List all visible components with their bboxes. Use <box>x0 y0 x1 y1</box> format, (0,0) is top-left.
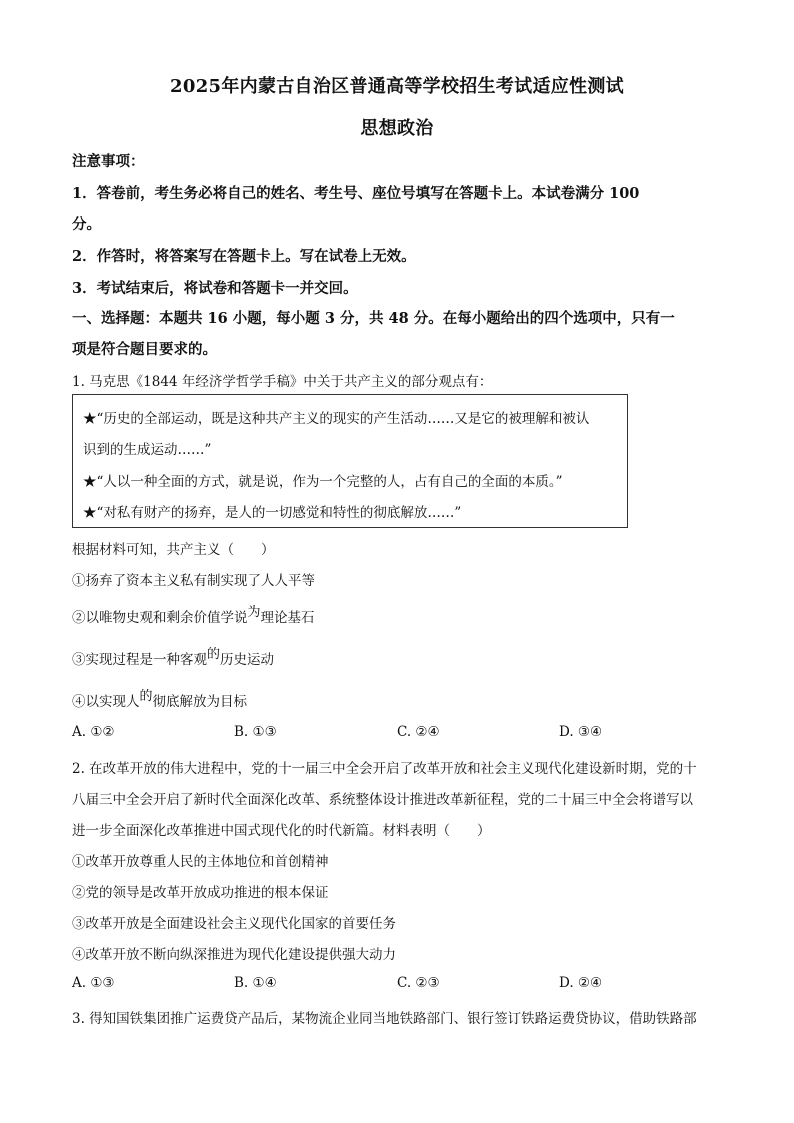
exam-title: 2025年内蒙古自治区普通高等学校招生考试适应性测试 <box>170 76 624 97</box>
notice-item-1: 1．答卷前，考生务必将自己的姓名、考生号、座位号填写在答题卡上。本试卷满分 100 <box>72 185 640 202</box>
q2-statement-2: ②党的领导是改革开放成功推进的根本保证 <box>72 885 329 901</box>
q1-quote-3: ★“对私有财产的扬弃，是人的一切感觉和特性的彻底解放……” <box>83 505 462 521</box>
q2-statement-3: ③改革开放是全面建设社会主义现代化国家的首要任务 <box>72 916 396 932</box>
q1-option-c[interactable]: C. ②④ <box>397 724 440 740</box>
q2-option-a[interactable]: A. ①③ <box>72 975 115 991</box>
notice-item-1-cont: 分。 <box>72 216 101 233</box>
q2-option-d[interactable]: D. ②④ <box>559 975 603 991</box>
q1-quote-2: ★“人以一种全面的方式，就是说，作为一个完整的人，占有自己的全面的本质。” <box>83 474 563 490</box>
subject-title: 思想政治 <box>360 118 434 139</box>
q1-option-b[interactable]: B. ①③ <box>234 724 277 740</box>
q1-option-a[interactable]: A. ①② <box>72 724 115 740</box>
q1-statement-4: ④以实现人的彻底解放为目标 <box>72 689 248 710</box>
section-1-heading: 一、选择题：本题共 16 小题，每小题 3 分，共 48 分。在每小题给出的四个选项中，只有一 <box>72 310 675 327</box>
q1-material-box <box>72 394 628 528</box>
q2-statement-4: ④改革开放不断向纵深推进为现代化建设提供强大动力 <box>72 947 396 963</box>
q2-stem-cont-2: 进一步全面深化改革推进中国式现代化的时代新篇。材料表明（ ） <box>72 823 491 839</box>
q1-quote-1-cont: 识到的生成运动……” <box>83 442 212 458</box>
q1-statement-3: ③实现过程是一种客观的历史运动 <box>72 647 275 668</box>
section-1-heading-cont: 项是符合题目要求的。 <box>72 341 217 358</box>
q1-statement-1: ①扬弃了资本主义私有制实现了人人平等 <box>72 573 315 589</box>
notice-heading: 注意事项： <box>72 153 145 170</box>
q1-statement-2: ②以唯物史观和剩余价值学说为理论基石 <box>72 605 315 626</box>
q2-stem-cont-1: 八届三中全会开启了新时代全面深化改革、系统整体设计推进改革新征程，党的二十届三中全会将谱写以 <box>72 792 693 808</box>
q3-stem: 3. 得知国铁集团推广运费贷产品后，某物流企业同当地铁路部门、银行签订铁路运费贷协议，借助铁路部 <box>72 1011 697 1027</box>
notice-item-3: 3．考试结束后，将试卷和答题卡一并交回。 <box>72 280 358 297</box>
q1-quote-1: ★“历史的全部运动，既是这种共产主义的现实的产生活动……又是它的被理解和被认 <box>83 411 590 427</box>
q2-stem: 2. 在改革开放的伟大进程中，党的十一届三中全会开启了改革开放和社会主义现代化建设新时期，党的十 <box>72 761 697 777</box>
q2-statement-1: ①改革开放尊重人民的主体地位和首创精神 <box>72 854 329 870</box>
notice-item-2: 2．作答时，将答案写在答题卡上。写在试卷上无效。 <box>72 248 416 265</box>
q1-stem: 1. 马克思《1844 年经济学哲学手稿》中关于共产主义的部分观点有： <box>72 374 493 390</box>
q1-option-d[interactable]: D. ③④ <box>559 724 603 740</box>
q2-option-b[interactable]: B. ①④ <box>234 975 277 991</box>
q1-question: 根据材料可知，共产主义（ ） <box>72 542 275 558</box>
q2-option-c[interactable]: C. ②③ <box>397 975 440 991</box>
